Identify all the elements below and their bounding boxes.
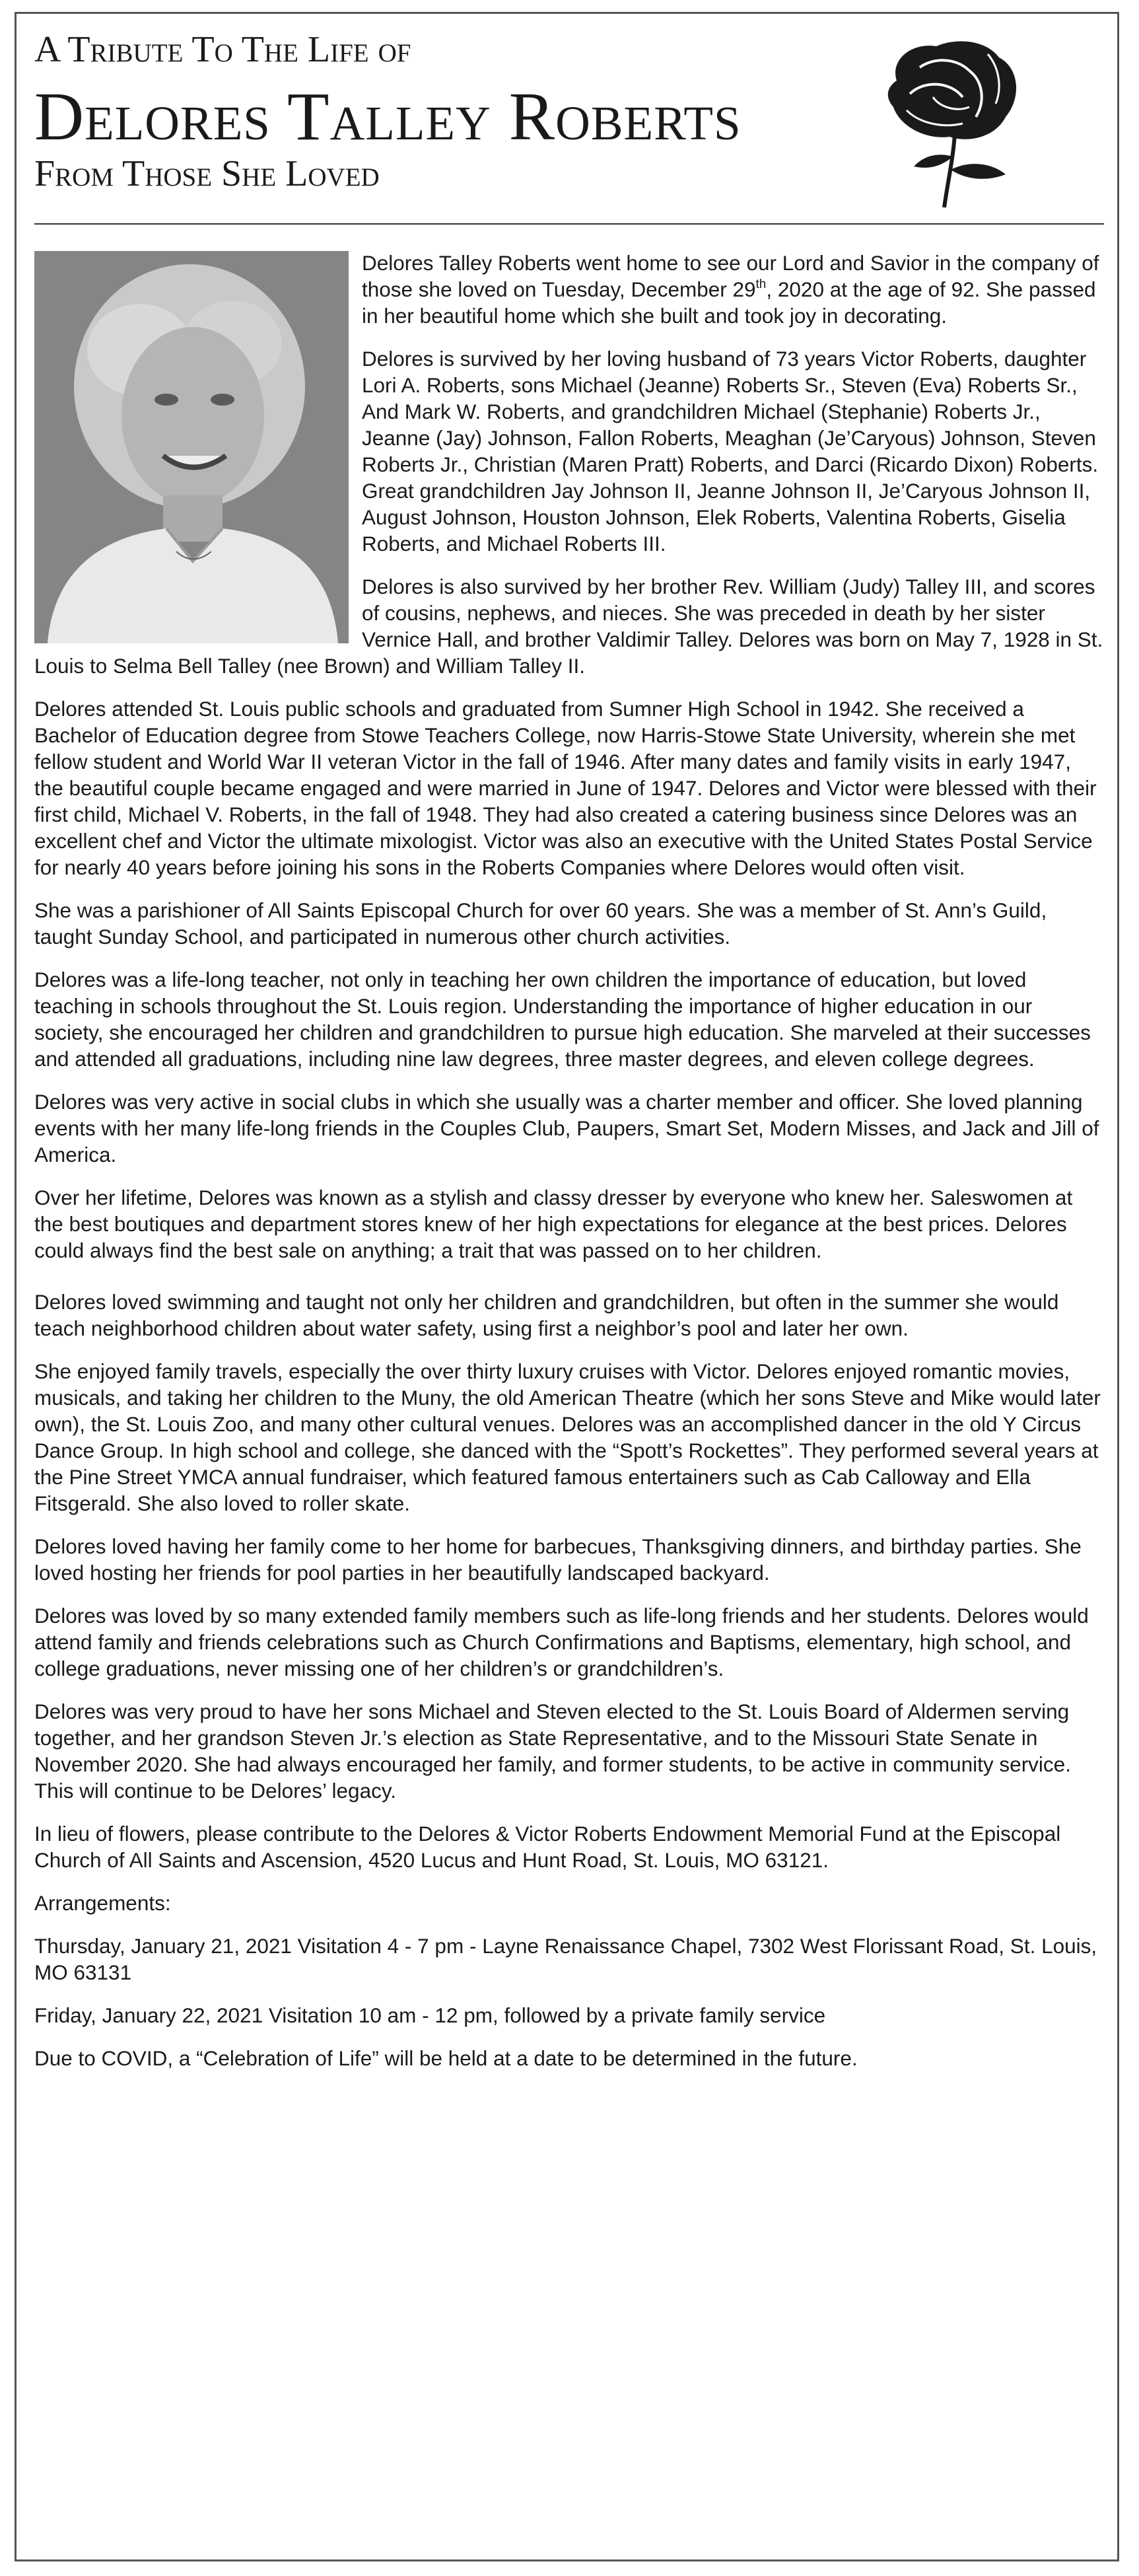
paragraph-style: Over her lifetime, Delores was known as a stylish and classy dresser by everyone who knew her. Saleswomen at the best boutiques and department stores knew of her high expectations for elegance at the best prices. Delores could always find the best sale on anything; a trait that was passed on to her children. [34, 1186, 1073, 1262]
paragraph-swimming: Delores loved swimming and taught not only her children and grandchildren, but often in the summer she would teach neighborhood children about water safety, using first a neighbor’s pool and later her own. [34, 1290, 1059, 1340]
tribute-subheading: From Those She Loved [34, 153, 380, 194]
deceased-name: Delores Talley Roberts [34, 79, 742, 155]
obituary-text [34, 250, 1104, 2088]
paragraph-social-clubs: Delores was very active in social clubs in which she usually was a charter member and officer. She loved planning events with her many life-long friends in the Couples Club, Paupers, Smart Set, Modern Misses, and Jack and Jill of America. [34, 1090, 1099, 1166]
passing-text-start: Delores Talley Roberts went home to see our Lord and Savior in the company of those she loved on Tuesday, December 29 [362, 251, 1099, 301]
paragraph-teaching: Delores was a life-long teacher, not only in teaching her own children the importance of education, but loved teaching in schools throughout the St. Louis region. Understanding the importance of higher education in our society, she encouraged her children and grandchildren to pursue high education. She marveled at their successes and attended all graduations, including nine law degrees, three master degrees, and eleven college degrees. [34, 968, 1091, 1071]
photo-wrap-spacer [34, 250, 362, 651]
passing-text-end: , 2020 at the age of 92. She passed in her beautiful home which she built and took joy in decorating. [362, 277, 1096, 328]
paragraph-survivors: Delores is survived by her loving husband of 73 years Victor Roberts, daughter Lori A. Roberts, sons Michael (Jeanne) Roberts Sr., Steven (Eva) Roberts Sr., And Mark W. Roberts, and grandchildren Michael (Stephanie) Roberts Jr., Jeanne (Jay) Johnson, Fallon Roberts, Meaghan (Je’Caryous) Johnson, Steven Roberts Jr., Christian (Maren Pratt) Roberts, and Darci (Ricardo Dixon) Roberts. Great grandchildren Jay Johnson II, Jeanne Johnson II, Je’Caryous Johnson II, August Johnson, Houston Johnson, Elek Roberts, Valentina Roberts, Giselia Roberts, and Michael Roberts III. [362, 347, 1099, 555]
tribute-heading: A Tribute To The Life of [34, 29, 411, 70]
date-ordinal: th [755, 277, 767, 291]
arrangement-friday: Friday, January 22, 2021 Visitation 10 am - 12 pm, followed by a private family service [34, 2003, 826, 2027]
rose-icon [870, 34, 1027, 213]
paragraph-siblings: Delores is also survived by her brother Rev. William (Judy) Talley III, and scores of cousins, nephews, and nieces. She was preceded in death by her sister Vernice Hall, and brother Valdimir Talley. Delores was born on May 7, 1928 in St. Louis to Selma Bell Talley (nee Brown) and William Talley II. [34, 575, 1103, 678]
paragraph-home: Delores loved having her family come to her home for barbecues, Thanksgiving dinners, and birthday parties. She loved hosting her friends for pool parties in her beautifully landscaped backyard. [34, 1534, 1082, 1585]
covid-note: Due to COVID, a “Celebration of Life” will be held at a date to be determined in the future. [34, 2046, 858, 2070]
paragraph-education: Delores attended St. Louis public schools and graduated from Sumner High School in 1942. She received a Bachelor of Education degree from Stowe Teachers College, now Harris-Stowe State University, wherein she met fellow student and World War II veteran Victor in the fall of 1946. After many dates and family visits in early 1947, the beautiful couple became engaged and were married in June of 1947. Delores and Victor were blessed with their first child, Michael V. Roberts, in the fall of 1948. They had also created a catering business since Delores was an excellent chef and Victor the ultimate mixologist. Victor was also an executive with the United States Postal Service for nearly 40 years before joining his sons in the Roberts Companies where Delores would often visit. [34, 697, 1097, 879]
arrangements-label: Arrangements: [34, 1891, 171, 1915]
arrangement-thursday: Thursday, January 21, 2021 Visitation 4 - 7 pm - Layne Renaissance Chapel, 7302 West Florissant Road, St. Louis, MO 63131 [34, 1934, 1097, 1984]
paragraph-church: She was a parishioner of All Saints Episcopal Church for over 60 years. She was a member of St. Ann’s Guild, taught Sunday School, and participated in numerous other church activities. [34, 898, 1047, 948]
header-divider [34, 223, 1104, 225]
paragraph-legacy: Delores was very proud to have her sons Michael and Steven elected to the St. Louis Board of Aldermen serving together, and her grandson Steven Jr.’s election as State Representative, and to the Missouri State Senate in November 2020. She had always encouraged her family, and former students, to be active in community service. This will continue to be Delores’ legacy. [34, 1699, 1071, 1803]
paragraph-family: Delores was loved by so many extended family members such as life-long friends and her students. Delores would attend family and friends celebrations such as Church Confirmations and Baptisms, elementary, high school, and college graduations, never missing one of her children’s or grandchildren’s. [34, 1604, 1089, 1680]
paragraph-travels: She enjoyed family travels, especially the over thirty luxury cruises with Victor. Delores enjoyed romantic movies, musicals, and taking her children to the Muny, the old American Theatre (which her sons Steve and Mike would later own), the St. Louis Zoo, and many other cultural venues. Delores was an accomplished dancer in the old Y Circus Dance Group. In high school and college, she danced with the “Spott’s Rockettes”. They performed several years at the Pine Street YMCA annual fundraiser, which featured famous entertainers such as Cab Calloway and Ella Fitsgerald. She also loved to roller skate. [34, 1359, 1101, 1515]
paragraph-memorial-fund: In lieu of flowers, please contribute to the Delores & Victor Roberts Endowment Memorial Fund at the Episcopal Church of All Saints and Ascension, 4520 Lucus and Hunt Road, St. Louis, MO 63121. [34, 1822, 1061, 1872]
